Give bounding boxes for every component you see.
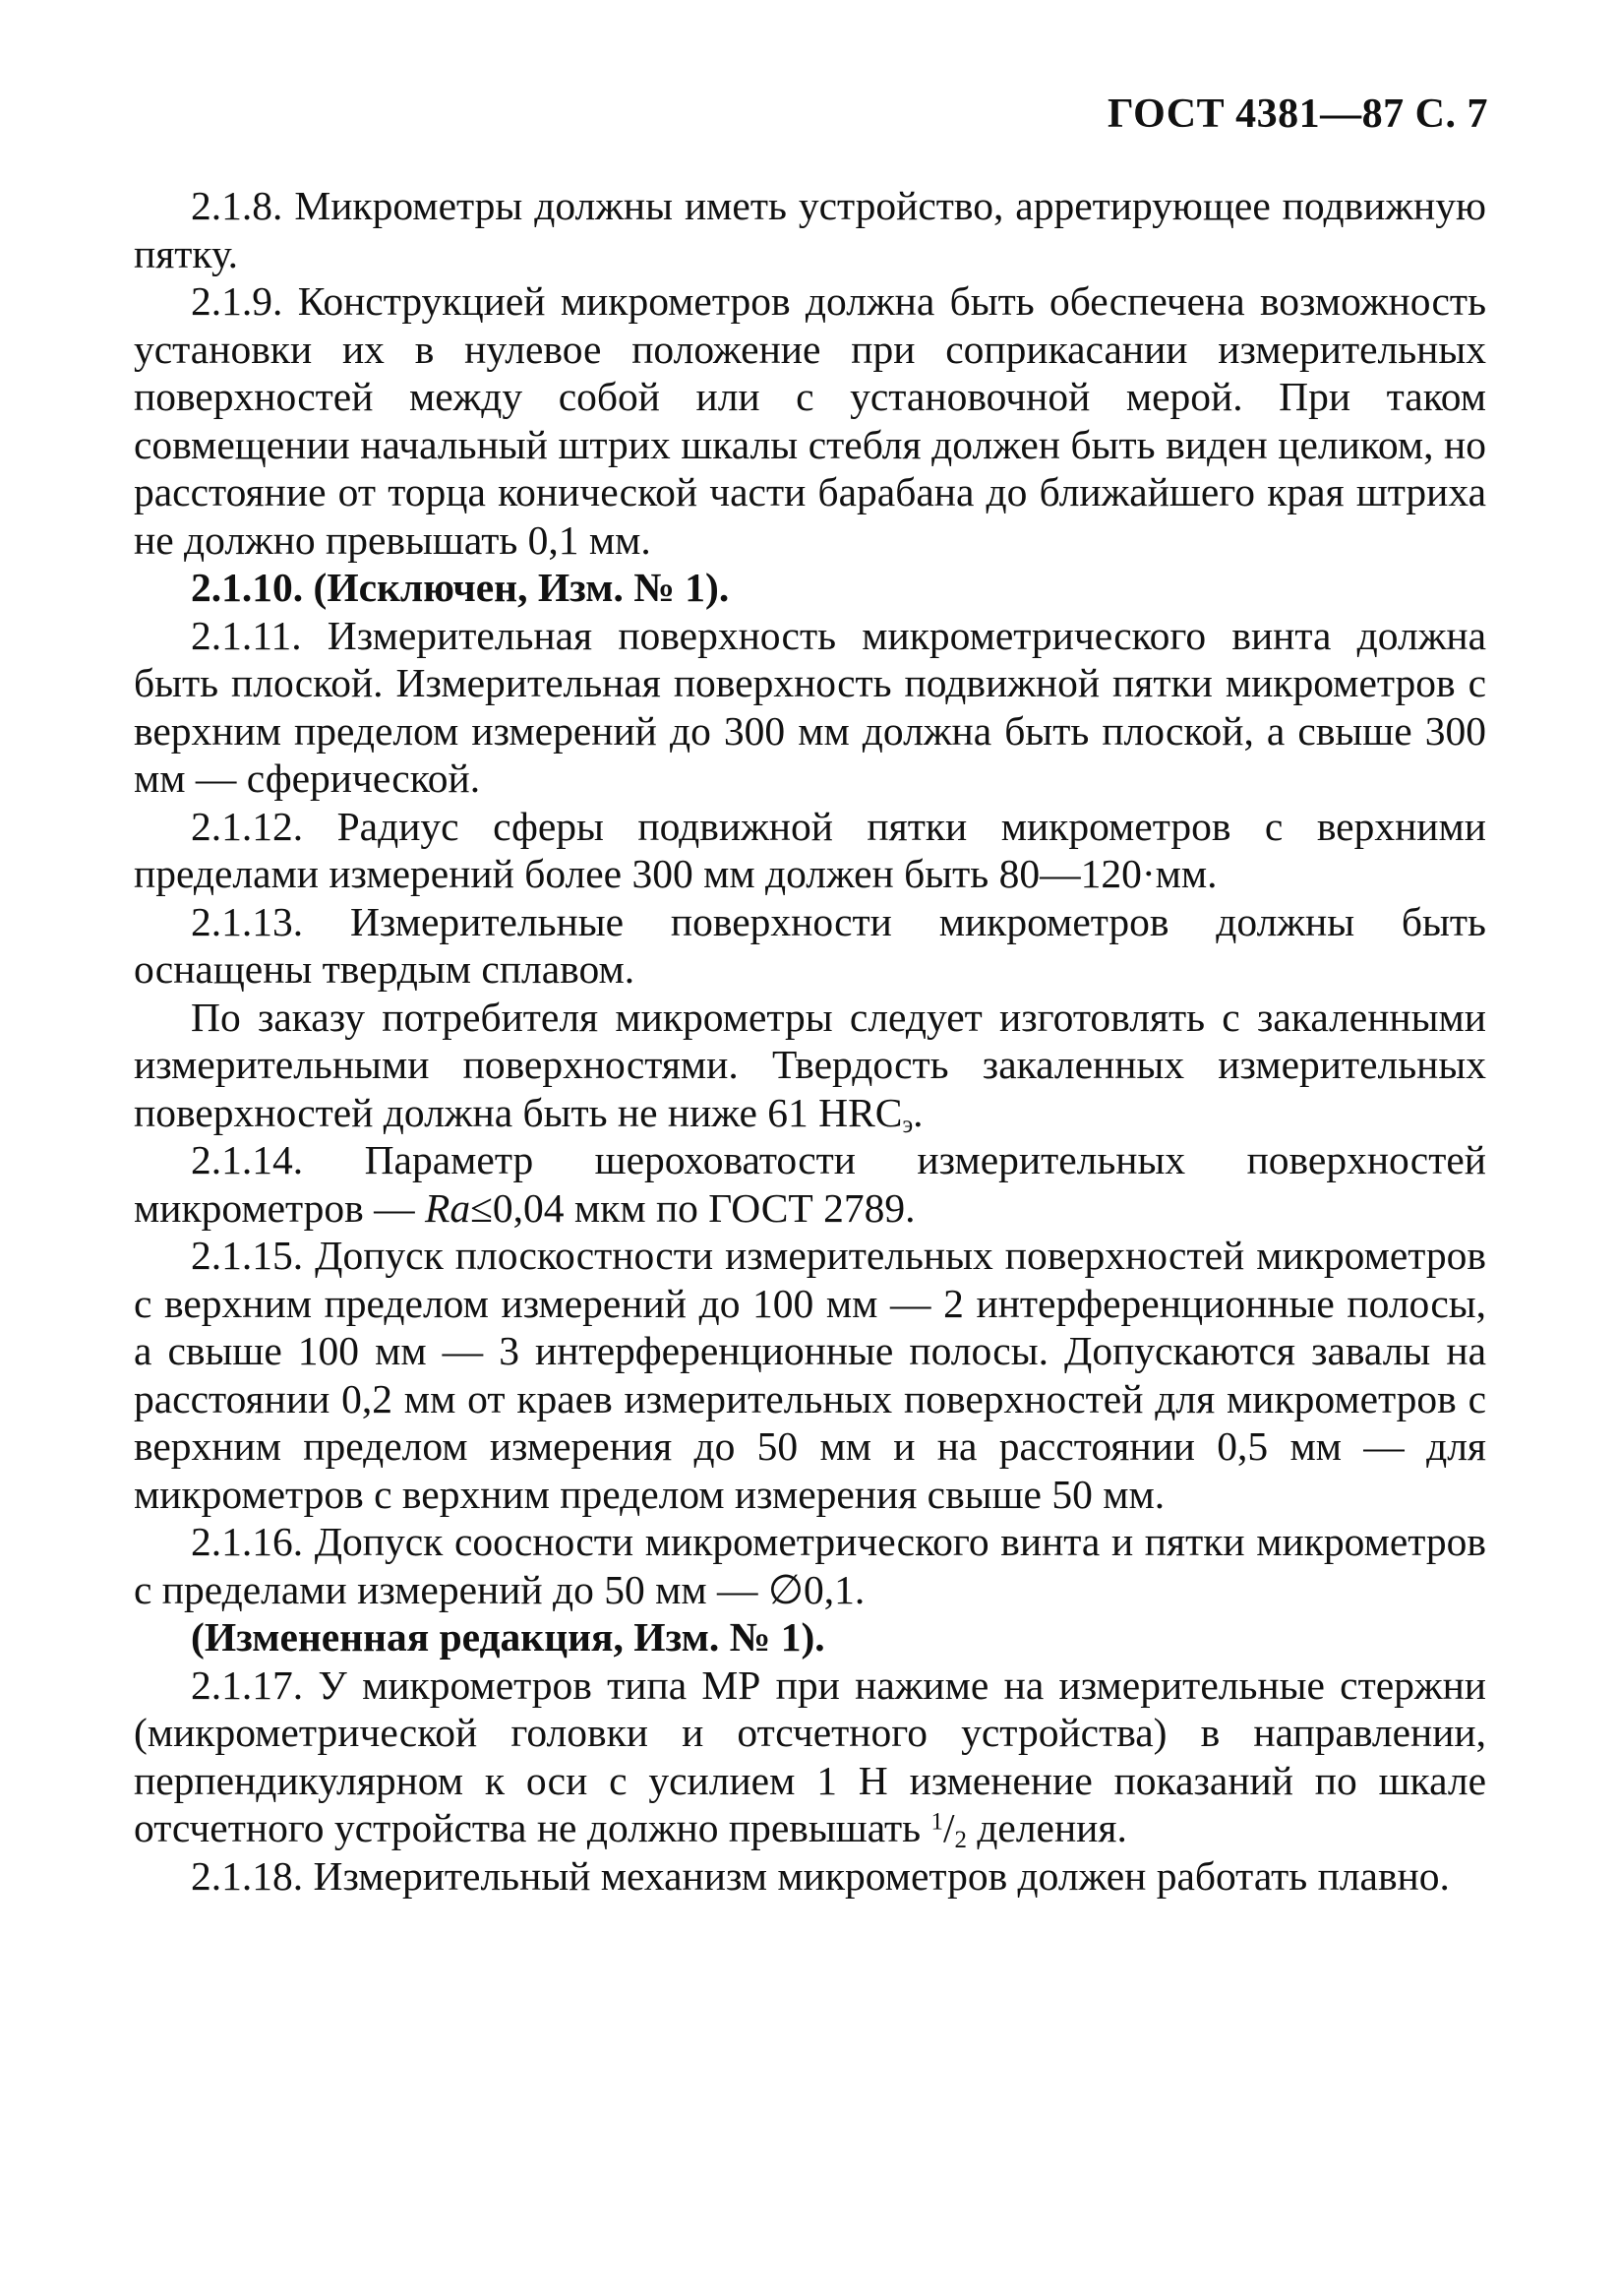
clause-2-1-12: 2.1.12. Радиус сферы подвижной пятки микрометров с верхними пределами измерений более 300 мм должен быть 80—120·мм. — [134, 803, 1486, 896]
hardness-subscript: э — [902, 1111, 914, 1138]
fraction-slash: / — [942, 1805, 955, 1850]
clause-2-1-17-text: 2.1.17. У микрометров типа МР при нажиме на измерительные стержни (микрометрической головки и отсчетного устройства) в направлении, перпендикулярном к оси с усилием 1 Н изменение показаний по шкале отсчетного устройства не должно превышать — [134, 1662, 1486, 1850]
clause-2-1-14 — [134, 1136, 1486, 1232]
clause-2-1-17 — [134, 1662, 1486, 1852]
fraction-denominator: 2 — [954, 1827, 967, 1854]
clause-2-1-16-amendment: (Измененная редакция, Изм. № 1). — [191, 1614, 825, 1660]
clause-2-1-10: 2.1.10. (Исключен, Изм. № 1). — [191, 565, 730, 610]
hardness-text: По заказу потребителя микрометры следует изготовлять с закаленными измерительными поверхностями. Твердость закаленных измерительных поверхностей должна быть не ниже 61 HRC — [134, 994, 1486, 1135]
document-body — [134, 182, 1486, 1900]
roughness-symbol: Ra — [425, 1184, 471, 1231]
clause-2-1-8: 2.1.8. Микрометры должны иметь устройство, арретирующее подвижную пятку. — [134, 183, 1486, 276]
clause-2-1-13: 2.1.13. Измерительные поверхности микрометров должны быть оснащены твердым сплавом. — [134, 898, 1486, 992]
fraction-numerator: 1 — [930, 1808, 943, 1836]
roughness-text: 2.1.14. Параметр шероховатости измерительных поверхностей микрометров — — [134, 1137, 1486, 1231]
hardness-end: . — [913, 1089, 924, 1135]
roughness-value: ≤0,04 мкм по ГОСТ 2789. — [470, 1184, 916, 1231]
clause-2-1-11: 2.1.11. Измерительная поверхность микрометрического винта должна быть плоской. Измерительная поверхность подвижной пятки микрометров с верхним пределом измерений до 300 мм должна быть плоской, а свыше 300 мм — сферической. — [134, 612, 1486, 801]
fraction-one-half — [930, 1805, 967, 1854]
clause-2-1-13-hardness — [134, 994, 1486, 1137]
clause-2-1-17-end: деления. — [966, 1805, 1127, 1850]
clause-2-1-9: 2.1.9. Конструкцией микрометров должна быть обеспечена возможность установки их в нулевое положение при соприкасании измерительных поверхностей между собой или с установочной мерой. При таком совмещении начальный штрих шкалы стебля должен быть виден целиком, но расстояние от торца конической части барабана до ближайшего края штриха не должно превышать 0,1 мм. — [134, 278, 1486, 563]
clause-2-1-18: 2.1.18. Измерительный механизм микрометров должен работать плавно. — [191, 1852, 1450, 1899]
clause-2-1-16: 2.1.16. Допуск соосности микрометрического винта и пятки микрометров с пределами измерений до 50 мм — ∅0,1. — [134, 1519, 1486, 1612]
clause-2-1-15: 2.1.15. Допуск плоскостности измерительных поверхностей микрометров с верхним пределом измерений до 100 мм — 2 интерференционные полосы, а свыше 100 мм — 3 интерференционные полосы. Допускаются завалы на расстоянии 0,2 мм от краев измерительных поверхностей для микрометров с верхним пределом измерения до 50 мм и на расстоянии 0,5 мм — для микрометров с верхним пределом измерения свыше 50 мм. — [134, 1233, 1486, 1517]
page-header: ГОСТ 4381—87 С. 7 — [1107, 91, 1488, 137]
